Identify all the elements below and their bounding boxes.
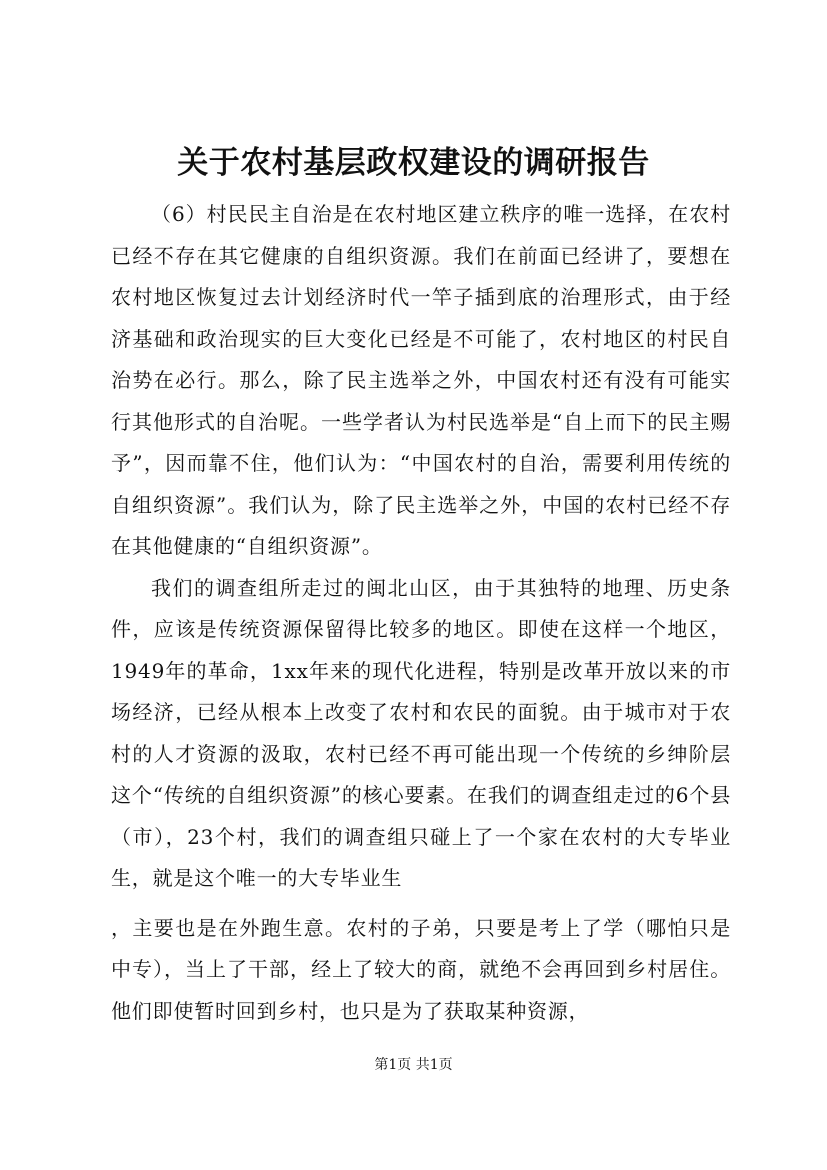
document-body	[111, 194, 731, 1032]
paragraph-3: ，主要也是在外跑生意。农村的子弟，只要是考上了学（哪怕只是中专），当上了干部，经上了较大的商，就绝不会再回到乡村居住。他们即使暂时回到乡村，也只是为了获取某种资源，	[111, 915, 731, 1023]
page-number-footer: 第1页 共1页	[374, 1057, 453, 1073]
document-title: 关于农村基层政权建设的调研报告	[177, 145, 650, 181]
paragraph-1: （6）村民民主自治是在农村地区建立秩序的唯一选择，在农村已经不存在其它健康的自组织资源。我们在前面已经讲了，要想在农村地区恢复过去计划经济时代一竿子插到底的治理形式，由于经济基础和政治现实的巨大变化已经是不可能了，农村地区的村民自治势在必行。那么，除了民主选举之外，中国农村还有没有可能实行其他形式的自治呢。一些学者认为村民选举是“自上而下的民主赐予”，因而靠不住，他们认为：“中国农村的自治，需要利用传统的自组织资源”。我们认为，除了民主选举之外，中国的农村已经不存在其他健康的“自组织资源”。	[111, 202, 731, 558]
paragraph-2: 我们的调查组所走过的闽北山区，由于其独特的地理、历史条件，应该是传统资源保留得比较多的地区。即使在这样一个地区，1949年的革命，1xx年来的现代化进程，特别是改革开放以来的市场经济，已经从根本上改变了农村和农民的面貌。由于城市对于农村的人才资源的汲取，农村已经不再可能出现一个传统的乡绅阶层这个“传统的自组织资源”的核心要素。在我们的调查组走过的6个县（市），23个村，我们的调查组只碰上了一个家在农村的大专毕业生，就是这个唯一的大专毕业生	[111, 575, 731, 890]
